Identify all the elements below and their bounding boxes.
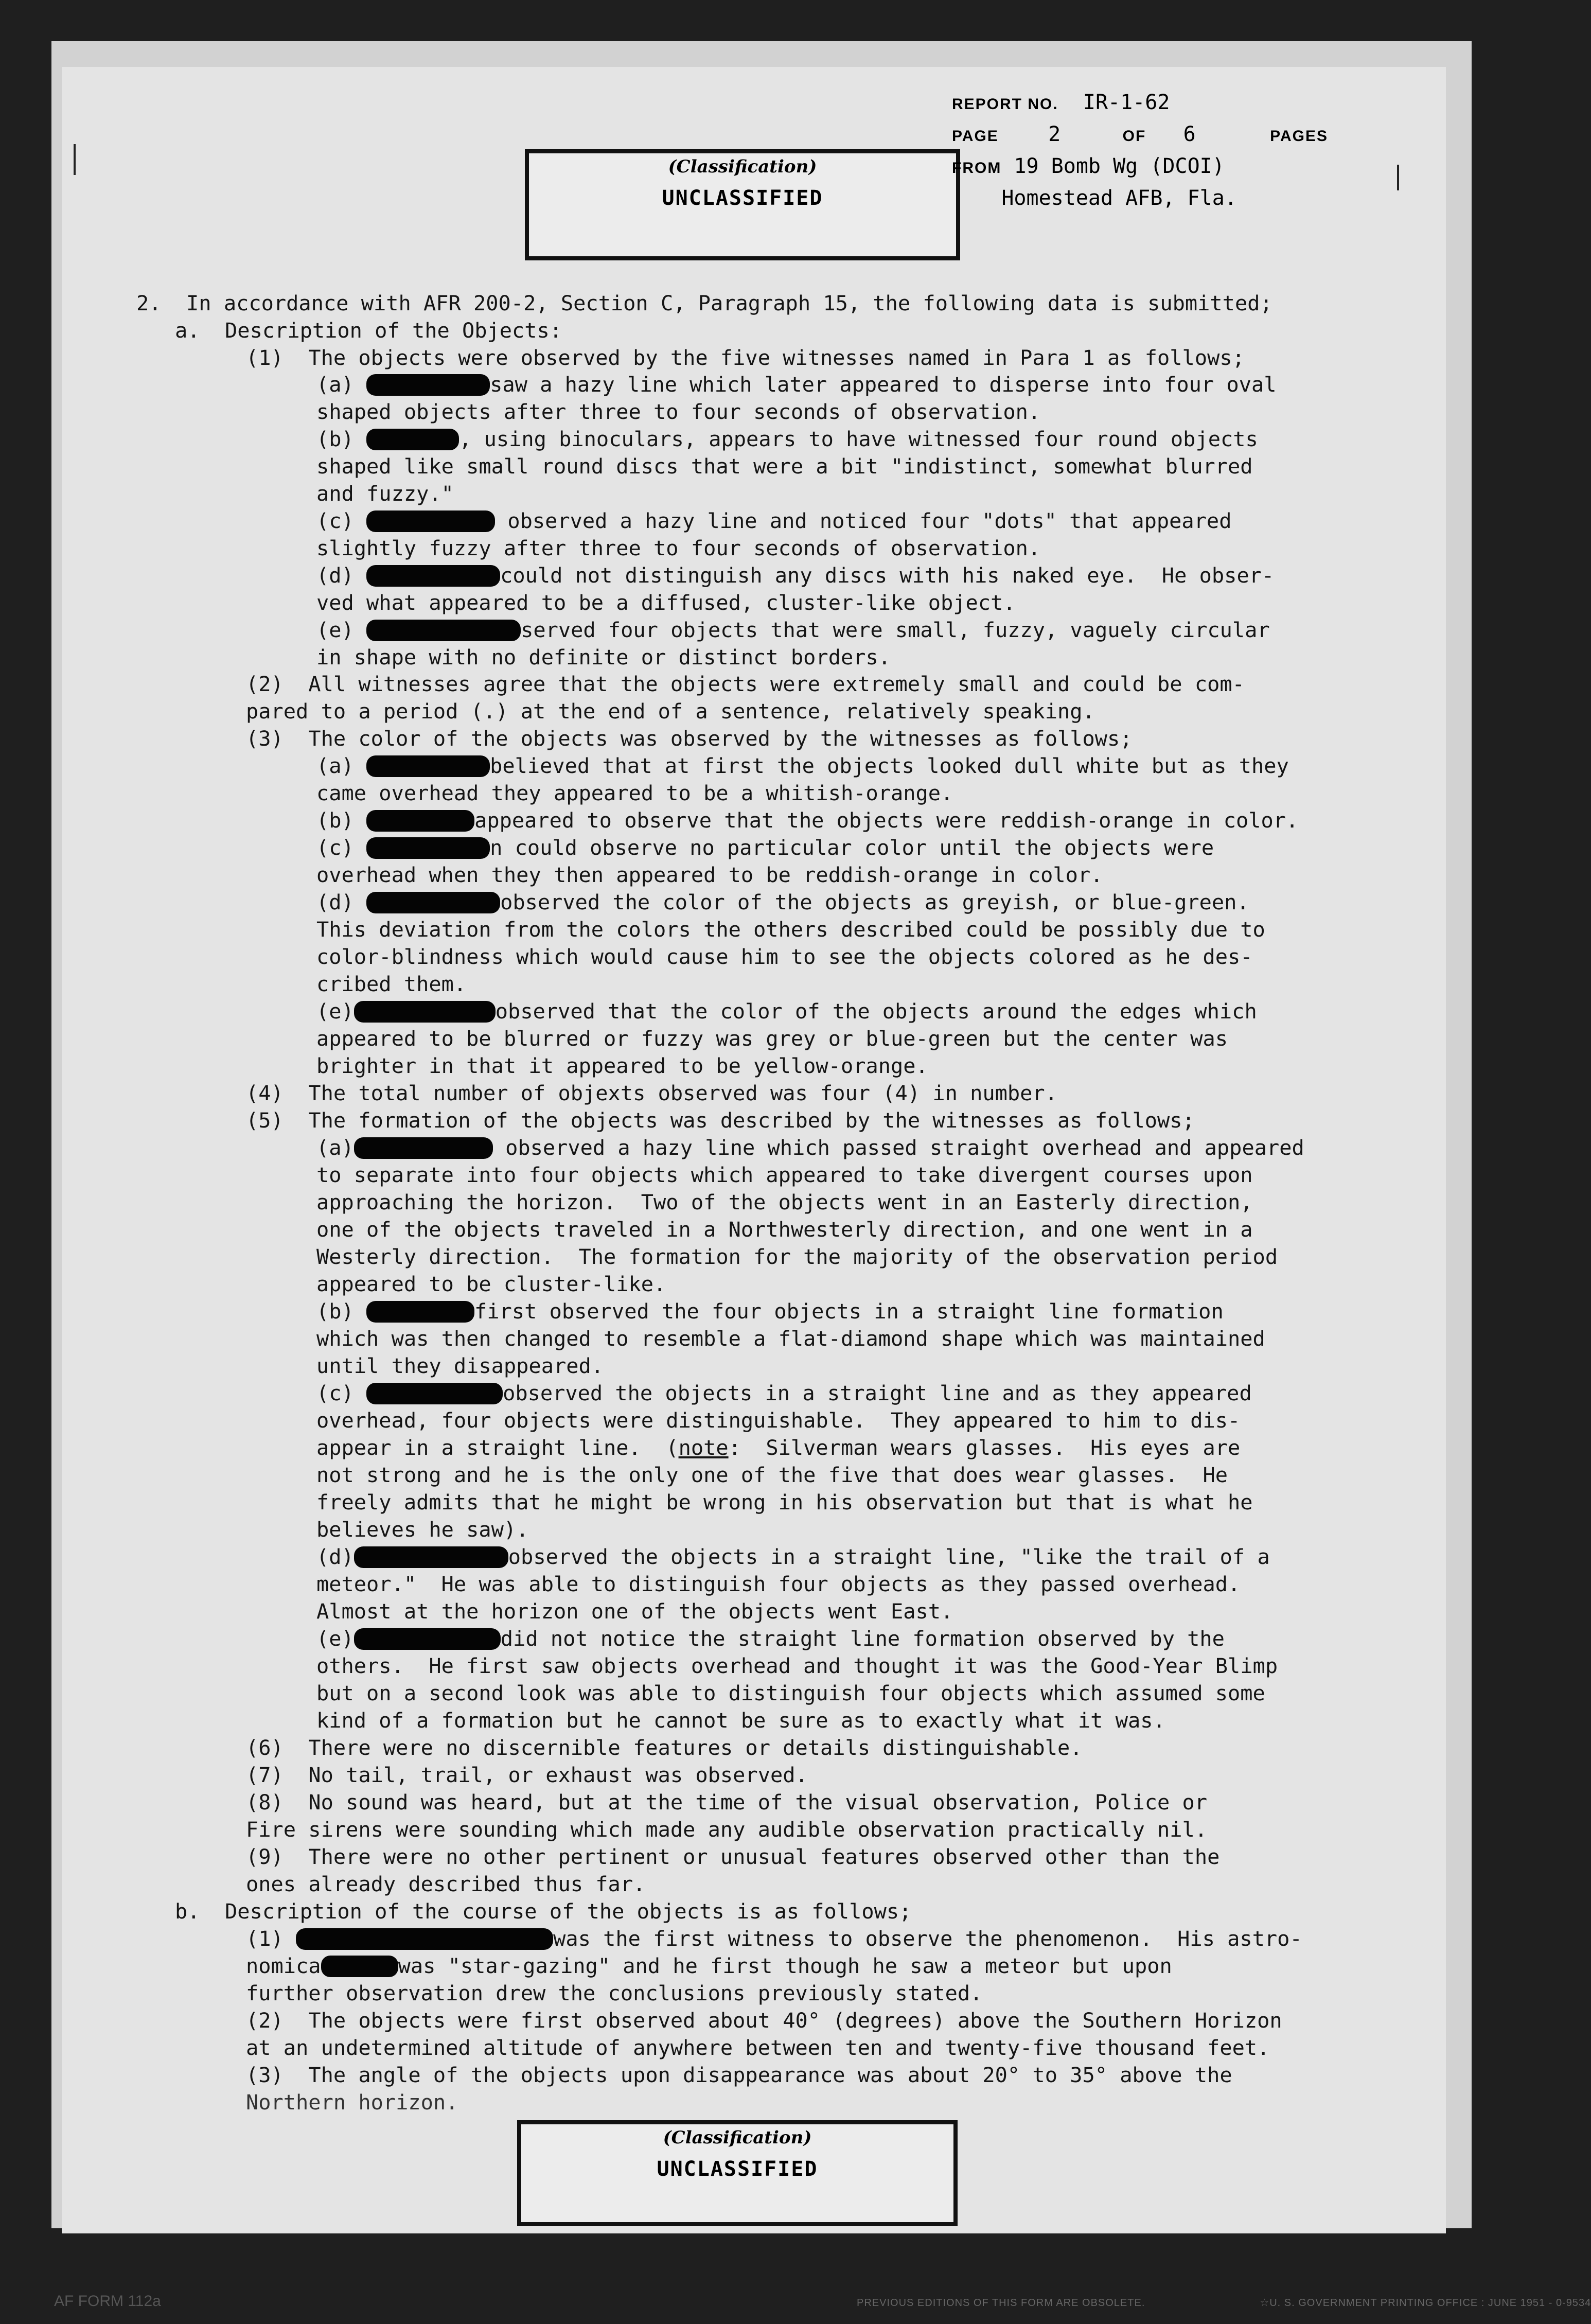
text-line: shaped like small round discs that were a bit "indistinct, somewhat blurred (316, 454, 1253, 479)
line-text: believed that at first the objects looked dull white but as they (490, 754, 1289, 778)
text-line: (4) The total number of objexts observed was four (4) in number. (246, 1081, 1057, 1105)
redaction (321, 1956, 398, 1977)
line-text: observed the objects in a straight line, "like the trail of a (508, 1545, 1270, 1569)
line-text: served four objects that were small, fuzzy, vaguely circular (521, 618, 1270, 642)
item-label: (d) (316, 564, 354, 588)
line-text: observed that the color of the objects around the edges which (495, 999, 1257, 1024)
line-text: appeared to observe that the objects were reddish-orange in color. (474, 808, 1299, 833)
text-line: others. He first saw objects overhead and thought it was the Good-Year Blimp (316, 1654, 1278, 1678)
redaction (354, 1628, 501, 1650)
text-line: appeared to be blurred or fuzzy was grey or blue-green but the center was (316, 1027, 1228, 1051)
text-line: but on a second look was able to distinguish four objects which assumed some (316, 1681, 1265, 1705)
line-text: : Silverman wears glasses. His eyes are (728, 1436, 1241, 1460)
item-label: (e) (316, 1627, 354, 1651)
text-line: overhead when they then appeared to be reddish-orange in color. (316, 863, 1103, 887)
text-line: (6) There were no discernible features or details distinguishable. (246, 1736, 1083, 1760)
redaction (354, 1001, 496, 1023)
redaction (366, 565, 500, 587)
text-line: in shape with no definite or distinct borders. (316, 645, 891, 670)
line-text: appear in a straight line. ( (316, 1436, 679, 1460)
text-line: Northern horizon. (246, 2090, 458, 2115)
item-label: (c) (316, 1381, 354, 1405)
text-line: Almost at the horizon one of the objects went East. (316, 1599, 953, 1624)
line-text: was the first witness to observe the phenomenon. His astro- (553, 1927, 1302, 1951)
redaction (296, 1928, 553, 1950)
text-line (316, 834, 1214, 862)
text-line: not strong and he is the only one of the five that does wear glasses. He (316, 1463, 1228, 1487)
report-no-row (952, 87, 1328, 119)
line-text: n could observe no particular color until the objects were (490, 836, 1214, 860)
text-line: further observation drew the conclusions previously stated. (246, 1981, 983, 2005)
line-text: , using binoculars, appears to have witnessed four round objects (459, 427, 1258, 451)
report-no-label: REPORT NO. (952, 96, 1058, 113)
text-line: ones already described thus far. (246, 1872, 646, 1896)
text-line (316, 1434, 1240, 1462)
text-line (316, 889, 1249, 917)
report-info (952, 87, 1328, 213)
line-text: observed the objects in a straight line and as they appeared (503, 1381, 1252, 1405)
line-text: did not notice the straight line formation observed by the (500, 1627, 1225, 1651)
item-label: (b) (316, 427, 354, 451)
text-line: freely admits that he might be wrong in his observation but that is what he (316, 1490, 1253, 1515)
redaction (366, 374, 490, 396)
item-label: (e) (316, 618, 354, 642)
text-line: Fire sirens were sounding which made any audible observation practically nil. (246, 1818, 1208, 1842)
of-label: OF (1122, 128, 1146, 145)
text-line: believes he saw). (316, 1518, 529, 1542)
page-label: PAGE (952, 128, 999, 145)
line-text: was "star-gazing" and he first though he saw a meteor but upon (398, 1954, 1172, 1978)
margin-mark-right (1397, 165, 1399, 190)
text-line: (5) The formation of the objects was described by the witnesses as follows; (246, 1108, 1195, 1133)
item-label: (a) (316, 1136, 354, 1160)
text-line: approaching the horizon. Two of the objects went in an Easterly direction, (316, 1190, 1253, 1214)
classification-label: UNCLASSIFIED (662, 186, 823, 210)
pages-label: PAGES (1270, 128, 1328, 145)
text-line: (2) All witnesses agree that the objects were extremely small and could be com- (246, 672, 1245, 696)
item-label: (e) (316, 999, 354, 1024)
redaction (354, 1137, 493, 1159)
item-label: (a) (316, 373, 354, 397)
redaction (366, 1383, 503, 1404)
text-line: one of the objects traveled in a Northwesterly direction, and one went in a (316, 1218, 1253, 1242)
text-line: (9) There were no other pertinent or unusual features observed other than the (246, 1845, 1220, 1869)
redaction (366, 620, 521, 641)
text-line (316, 1298, 1224, 1326)
classification-label: UNCLASSIFIED (657, 2157, 818, 2181)
text-line: brighter in that it appeared to be yellow-orange. (316, 1054, 928, 1078)
text-line: (3) The color of the objects was observed by the witnesses as follows; (246, 727, 1133, 751)
text-line: 2. In accordance with AFR 200-2, Section C, Paragraph 15, the following data is submitted; (136, 291, 1272, 315)
text-line: until they disappeared. (316, 1354, 604, 1378)
text-line: came overhead they appeared to be a whitish-orange. (316, 781, 953, 805)
text-line: pared to a period (.) at the end of a sentence, relatively speaking. (246, 699, 1095, 724)
text-line (316, 807, 1298, 835)
line-text: saw a hazy line which later appeared to disperse into four oval (490, 373, 1277, 397)
redaction (366, 810, 474, 832)
text-line (316, 1543, 1270, 1571)
text-line (316, 1134, 1304, 1162)
text-line: a. Description of the Objects: (175, 319, 562, 343)
text-line: color-blindness which would cause him to see the objects colored as he des- (316, 945, 1253, 969)
text-line: ved what appeared to be a diffused, cluster-like object. (316, 591, 1016, 615)
text-line: at an undetermined altitude of anywhere between ten and twenty-five thousand feet. (246, 2036, 1270, 2060)
pages-total: 6 (1183, 122, 1196, 146)
redaction (366, 892, 500, 913)
text-line (316, 1380, 1252, 1407)
redaction (366, 1301, 474, 1323)
line-text: first observed the four objects in a straight line formation (474, 1299, 1224, 1324)
text-line (316, 562, 1274, 590)
text-line (246, 1952, 1172, 1980)
line-text: nomica (246, 1954, 321, 1978)
text-line: shaped objects after three to four seconds of observation. (316, 400, 1041, 424)
margin-mark-left (74, 144, 76, 175)
text-line: cribed them. (316, 972, 467, 996)
page-row (952, 119, 1328, 151)
form-number: AF FORM 112a (54, 2293, 161, 2310)
text-line: (3) The angle of the objects upon disappearance was about 20° to 35° above the (246, 2063, 1232, 2087)
text-line (316, 507, 1231, 535)
page-number: 2 (1048, 122, 1061, 146)
item-label: (a) (316, 754, 354, 778)
line-text: could not distinguish any discs with his naked eye. He obser- (500, 564, 1275, 588)
redaction (366, 429, 459, 450)
classification-box-top (525, 149, 960, 260)
text-line: Westerly direction. The formation for the majority of the observation period (316, 1245, 1278, 1269)
text-line (316, 371, 1277, 399)
from-label: FROM (952, 160, 1002, 177)
text-line: kind of a formation but he cannot be sure as to exactly what it was. (316, 1709, 1165, 1733)
text-line (316, 998, 1257, 1026)
text-line (316, 617, 1270, 644)
from-unit: 19 Bomb Wg (DCOI) (1014, 154, 1225, 178)
redaction (366, 837, 490, 859)
item-label: (c) (316, 509, 354, 533)
text-line: (8) No sound was heard, but at the time of the visual observation, Police or (246, 1790, 1208, 1815)
line-text: observed a hazy line and noticed four "dots" that appeared (507, 509, 1232, 533)
item-label: (b) (316, 808, 354, 833)
line-text: observed a hazy line which passed straight overhead and appeared (505, 1136, 1304, 1160)
from-base: Homestead AFB, Fla. (1001, 186, 1237, 210)
text-line: (1) The objects were observed by the five witnesses named in Para 1 as follows; (246, 346, 1245, 370)
text-line (246, 1925, 1302, 1953)
note-label: note (678, 1436, 729, 1460)
text-line: b. Description of the course of the objects is as follows; (175, 1899, 912, 1924)
text-line: meteor." He was able to distinguish four objects as they passed overhead. (316, 1572, 1241, 1596)
redaction (366, 510, 495, 532)
text-line: (2) The objects were first observed about 40° (degrees) above the Southern Horizon (246, 2009, 1282, 2033)
text-line (316, 1625, 1225, 1653)
text-line (316, 426, 1258, 453)
line-text: observed the color of the objects as greyish, or blue-green. (500, 890, 1249, 914)
item-label: (c) (316, 836, 354, 860)
text-line: overhead, four objects were distinguishable. They appeared to him to dis- (316, 1409, 1241, 1433)
text-line: appeared to be cluster-like. (316, 1272, 666, 1296)
item-label: (b) (316, 1299, 354, 1324)
classification-caption: (Classification) (663, 2127, 812, 2148)
text-line: to separate into four objects which appeared to take divergent courses upon (316, 1163, 1253, 1187)
classification-caption: (Classification) (668, 156, 817, 177)
report-no: IR-1-62 (1083, 91, 1170, 114)
text-line (316, 752, 1289, 780)
item-label: (d) (316, 1545, 354, 1569)
classification-box-bottom (517, 2120, 958, 2226)
item-label: (1) (246, 1927, 284, 1951)
printing-office-note: PREVIOUS EDITIONS OF THIS FORM ARE OBSOLETE. ☆U. S. GOVERNMENT PRINTING OFFICE : JUNE 1951 - 0-9534 (857, 2297, 1591, 2309)
text-line: which was then changed to resemble a flat-diamond shape which was maintained (316, 1327, 1265, 1351)
text-line: (7) No tail, trail, or exhaust was observed. (246, 1763, 808, 1787)
redaction (354, 1546, 508, 1568)
redaction (366, 755, 490, 777)
text-line: and fuzzy." (316, 482, 454, 506)
from-base-row (952, 183, 1328, 213)
text-line: slightly fuzzy after three to four seconds of observation. (316, 536, 1041, 560)
from-row (952, 151, 1328, 183)
text-line: This deviation from the colors the others described could be possibly due to (316, 918, 1265, 942)
item-label: (d) (316, 890, 354, 914)
